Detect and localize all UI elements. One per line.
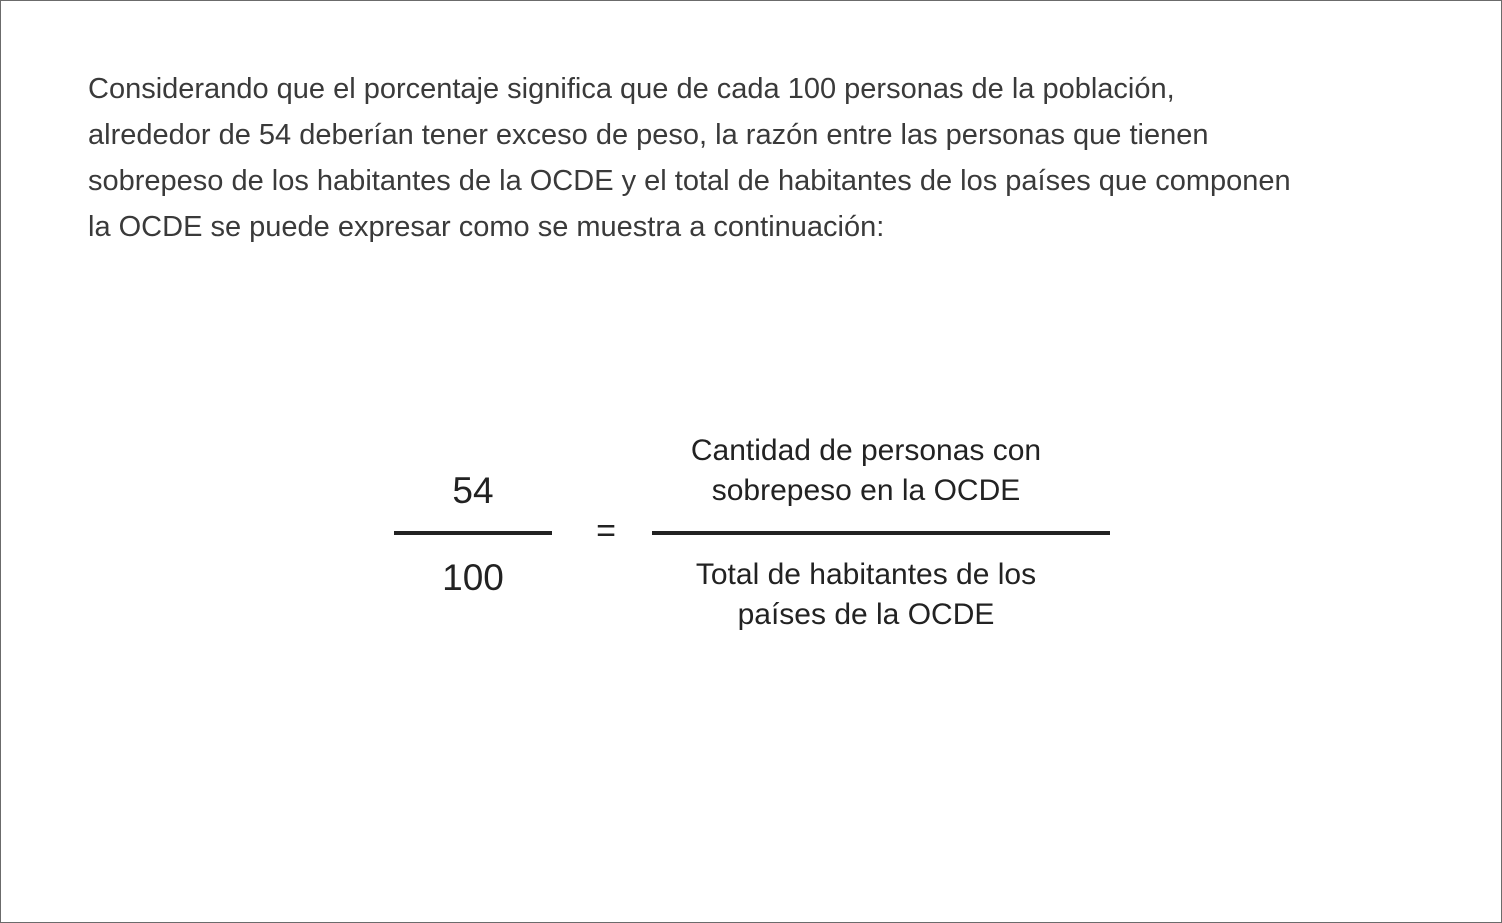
left-fraction-bar <box>394 531 552 535</box>
equals-sign: = <box>596 512 616 550</box>
intro-paragraph: Considerando que el porcentaje significa que de cada 100 personas de la población, alrededor de 54 deberían tener exceso de peso, la razón entre las personas que tienen sobrepeso de los habitantes de la OCDE y el total de habitantes de los países que componen la OCDE se puede expresar como se muestra a continuación: <box>88 73 1291 243</box>
right-fraction-numerator: Cantidad de personas con sobrepeso en la OCDE <box>690 434 1042 507</box>
right-fraction-denominator: Total de habitantes de los países de la OCDE <box>695 558 1037 631</box>
left-fraction-numerator: 54 <box>452 470 494 511</box>
left-fraction-denominator: 100 <box>442 557 504 598</box>
right-fraction-bar <box>652 531 1110 535</box>
